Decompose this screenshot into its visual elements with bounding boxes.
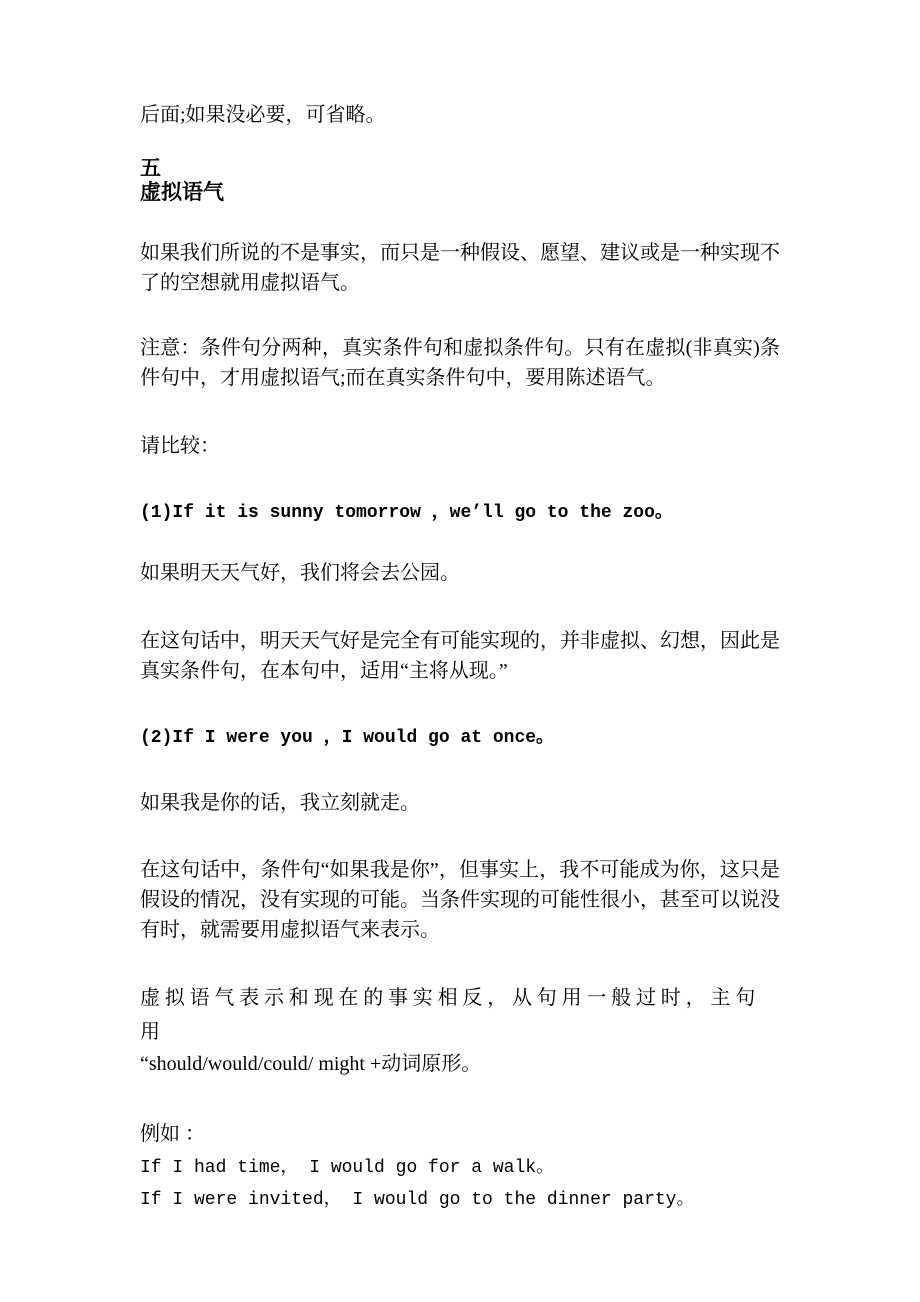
example-sentence-2: If I were invited， I would go to the dinner party。 xyxy=(140,1190,695,1210)
rule-line-2: “should/would/could/ might +动词原形。 xyxy=(140,1053,482,1075)
section-number: 五 xyxy=(140,156,161,180)
section-heading xyxy=(140,156,780,204)
note-paragraph: 注意：条件句分两种，真实条件句和虚拟条件句。只有在虚拟(非真实)条件句中，才用虚拟语气;而在真实条件句中，要用陈述语气。 xyxy=(140,337,780,389)
example-1-chinese: 如果明天天气好，我们将会去公园。 xyxy=(140,562,460,584)
rule-paragraph xyxy=(140,981,780,1079)
example-2-chinese: 如果我是你的话，我立刻就走。 xyxy=(140,792,420,814)
example-sentence-1: If I had time， I would go for a walk。 xyxy=(140,1158,555,1178)
section-title: 虚拟语气 xyxy=(140,180,224,204)
example-2-analysis: 在这句话中，条件句“如果我是你”，但事实上，我不可能成为你，这只是假设的情况，没有实现的可能。当条件实现的可能性很小，甚至可以说没有时，就需要用虚拟语气来表示。 xyxy=(140,859,780,941)
example-2-english: (2)If I were you ，I would go at once。 xyxy=(140,728,555,748)
intro-line: 后面;如果没必要，可省略。 xyxy=(140,104,386,126)
compare-label: 请比较： xyxy=(140,435,220,457)
example-1-analysis: 在这句话中，明天天气好是完全有可能实现的，并非虚拟、幻想，因此是真实条件句，在本句中，适用“主将从现。” xyxy=(140,630,780,682)
definition-paragraph: 如果我们所说的不是事实，而只是一种假设、愿望、建议或是一种实现不了的空想就用虚拟语气。 xyxy=(140,242,780,294)
example-1-english: (1)If it is sunny tomorrow ，we’ll go to the zoo。 xyxy=(140,503,673,523)
rule-line-1: 虚拟语气表示和现在的事实相反，从句用一般过时，主句用 xyxy=(140,987,760,1043)
examples-label: 例如 ： xyxy=(140,1123,205,1145)
